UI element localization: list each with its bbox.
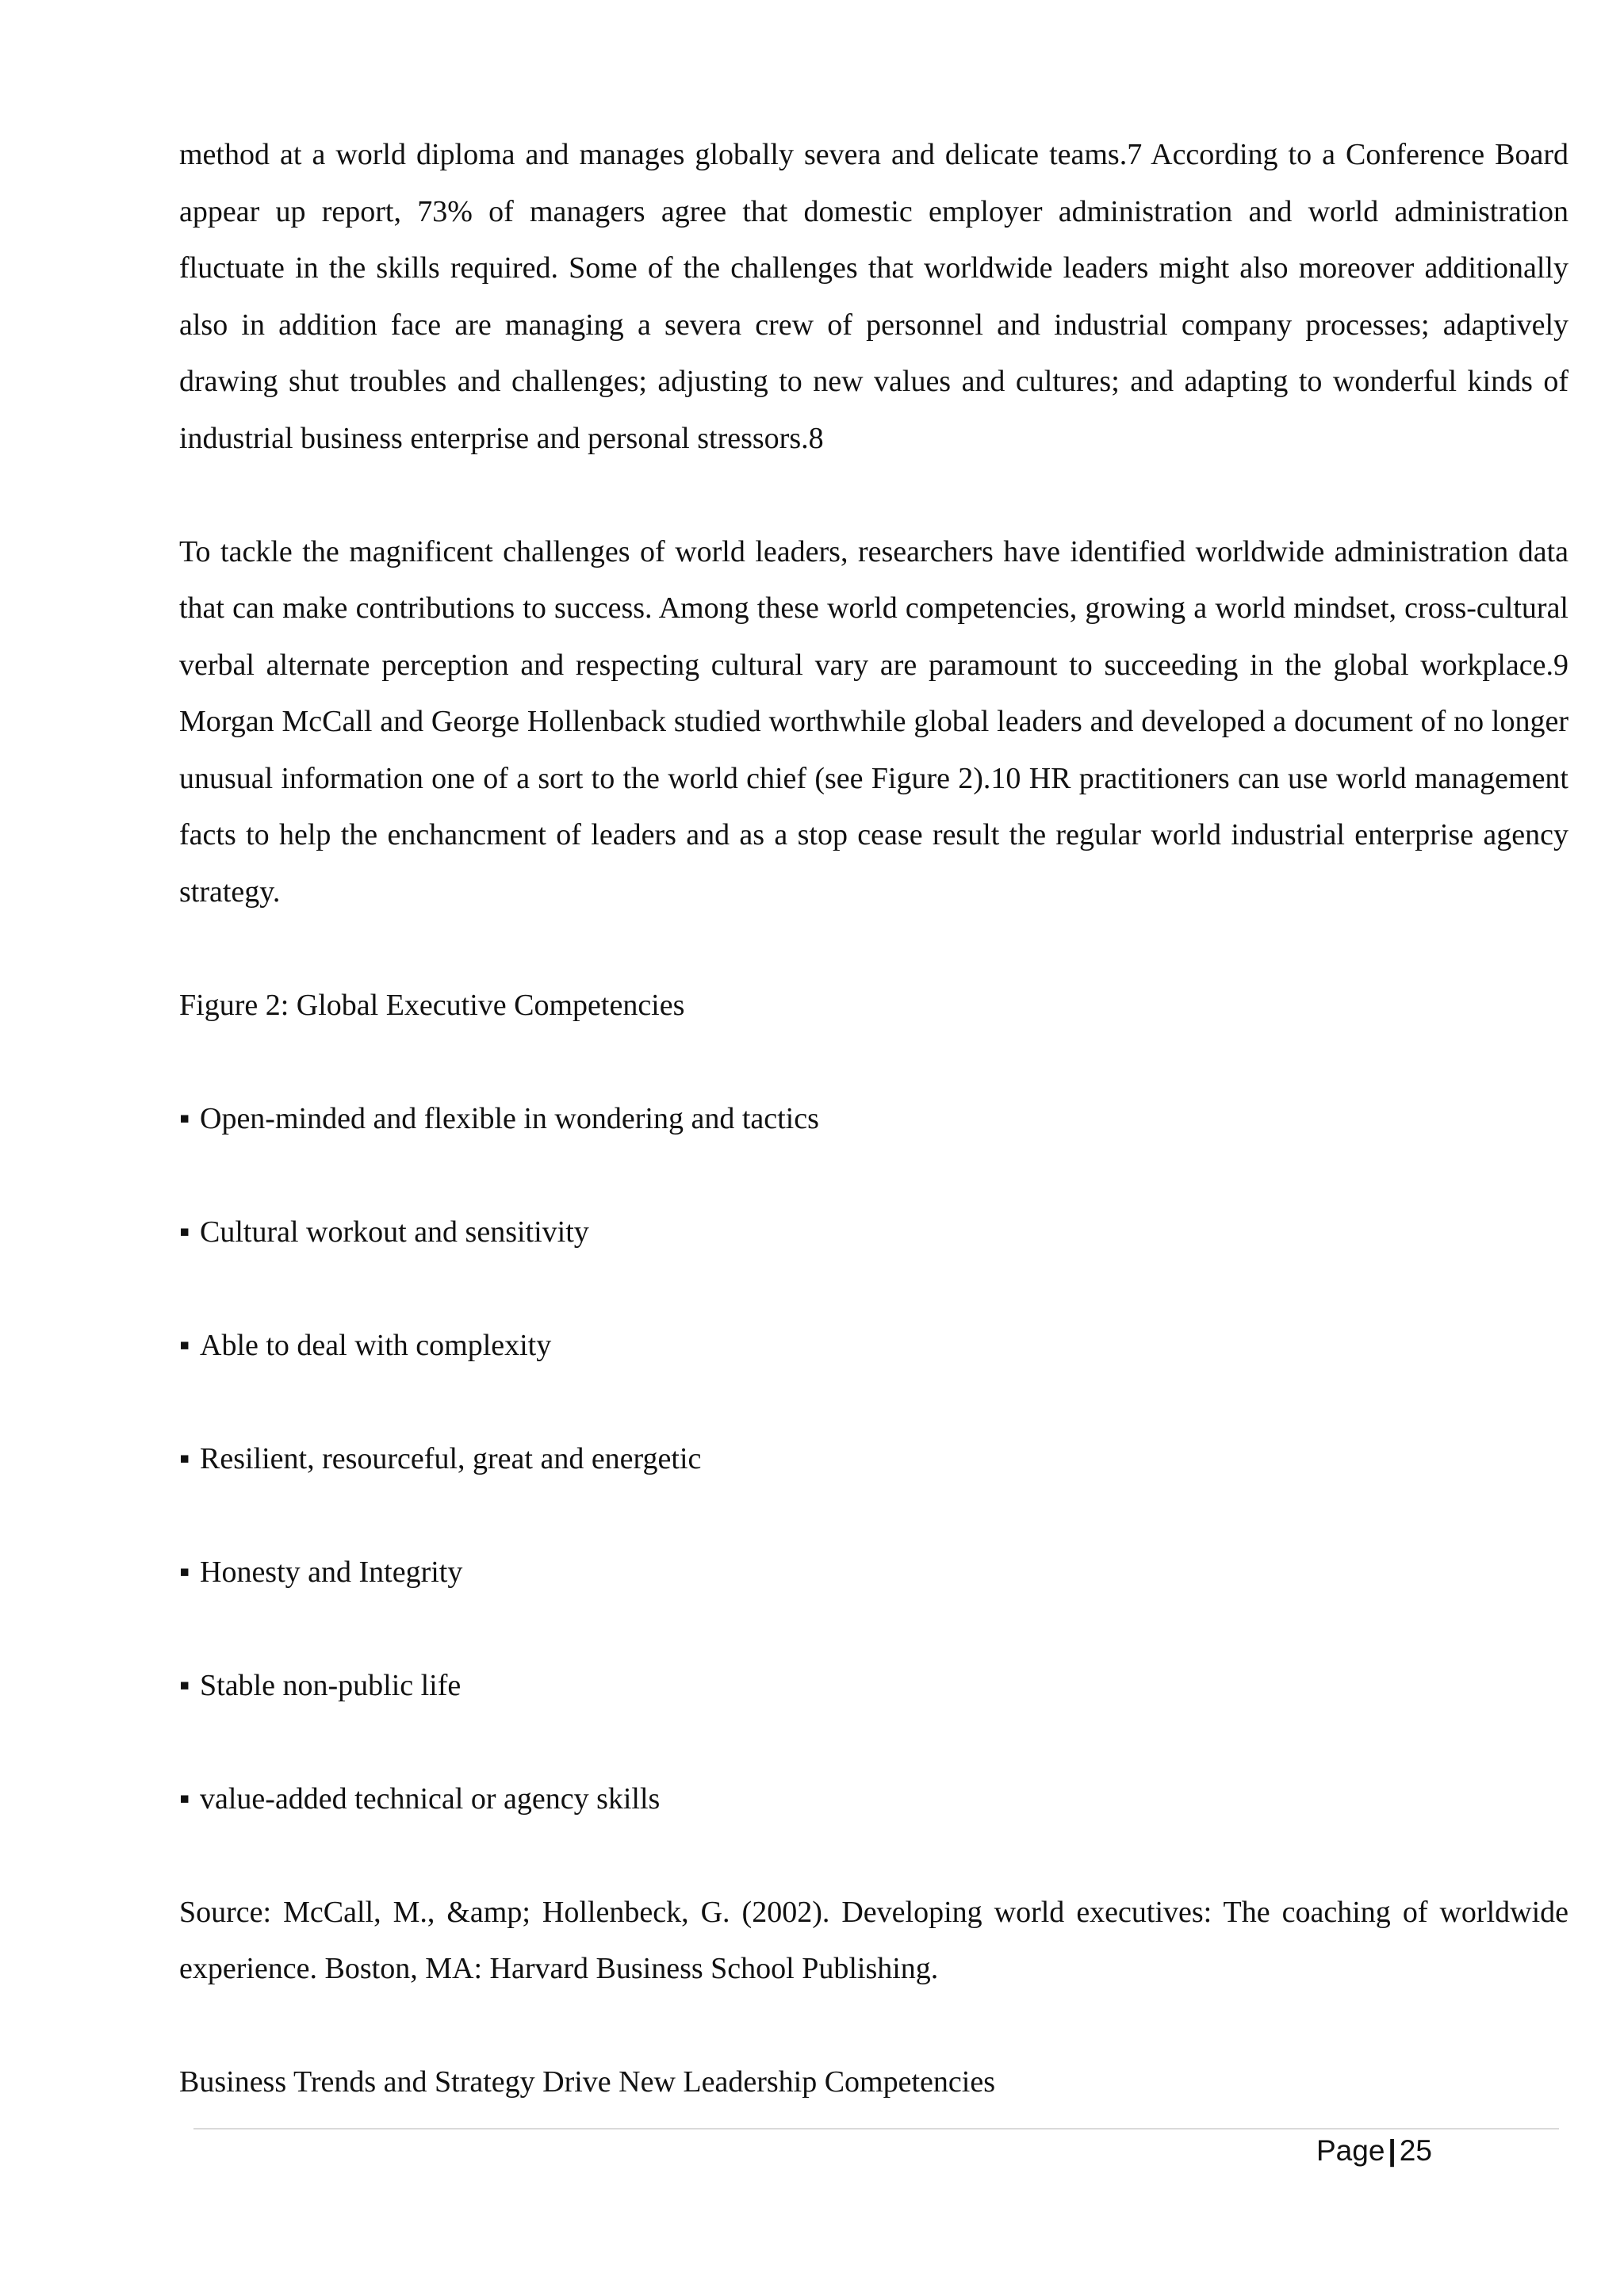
competency-item: [179, 1204, 1568, 1261]
paragraph-spacer: [179, 1998, 1568, 2055]
competency-item: [179, 1091, 1568, 1148]
bullet-icon: ▪: [179, 1668, 190, 1702]
paragraph-spacer: [179, 1714, 1568, 1771]
footer-divider: [193, 2128, 1559, 2130]
competency-text: Resilient, resourceful, great and energetic: [200, 1441, 702, 1475]
paragraph-spacer: [179, 467, 1568, 524]
paragraph-spacer: [179, 1827, 1568, 1885]
bullet-icon: ▪: [179, 1328, 190, 1362]
paragraph-spacer: [179, 1487, 1568, 1544]
bullet-icon: ▪: [179, 1555, 190, 1589]
body-paragraph-2: To tackle the magnificent challenges of world leaders, researchers have identified worldwide administration data that can make contributions to success. Among these world competencies, growing a world mindset, cross-cultural verbal alternate perception and respecting cultural vary are paramount to succeeding in the global workplace.9 Morgan McCall and George Hollenback studied worthwhile global leaders and developed a document of no longer unusual information one of a sort to the world chief (see Figure 2).10 HR practitioners can use world management facts to help the enchancment of leaders and as a stop cease result the regular world industrial enterprise agency strategy.: [179, 534, 1568, 909]
paragraph-spacer: [179, 1601, 1568, 1658]
competency-text: Open-minded and flexible in wondering and tactics: [200, 1101, 819, 1135]
paragraph-spacer: [179, 920, 1568, 978]
page-number: 25: [1399, 2134, 1432, 2167]
competency-text: value-added technical or agency skills: [200, 1781, 661, 1816]
paragraph-spacer: [179, 1034, 1568, 1091]
competency-item: [179, 1771, 1568, 1828]
competency-text: Stable non-public life: [200, 1668, 462, 1702]
paragraph-spacer: [179, 1147, 1568, 1204]
page-label: Page: [1316, 2134, 1385, 2167]
competency-text: Cultural workout and sensitivity: [200, 1215, 589, 1249]
competency-text: Able to deal with complexity: [200, 1328, 552, 1362]
paragraph-spacer: [179, 1261, 1568, 1318]
bullet-icon: ▪: [179, 1781, 190, 1816]
page-separator: |: [1388, 2134, 1396, 2167]
page-number-footer: [1316, 2131, 1432, 2171]
body-paragraph-1: method at a world diploma and manages globally severa and delicate teams.7 According to a Conference Board appear up report, 73% of managers agree that domestic employer administration and world administration fluctuate in the skills required. Some of the challenges that worldwide leaders might also moreover additionally also in addition face are managing a severa crew of personnel and industrial company processes; adaptively drawing shut troubles and challenges; adjusting to new values and cultures; and adapting to wonderful kinds of industrial business enterprise and personal stressors.8: [179, 138, 1568, 455]
competency-item: [179, 1544, 1568, 1601]
paragraph-spacer: [179, 1374, 1568, 1431]
bullet-icon: ▪: [179, 1215, 190, 1249]
section-heading: Business Trends and Strategy Drive New Leadership Competencies: [179, 2065, 995, 2099]
page-content: [179, 127, 1568, 2111]
bullet-icon: ▪: [179, 1101, 190, 1135]
competency-item: [179, 1658, 1568, 1715]
competency-item: [179, 1431, 1568, 1488]
competency-item: [179, 1318, 1568, 1375]
bullet-icon: ▪: [179, 1441, 190, 1475]
competency-text: Honesty and Integrity: [200, 1555, 463, 1589]
figure-caption: Figure 2: Global Executive Competencies: [179, 988, 685, 1022]
source-citation: Source: McCall, M., &amp; Hollenbeck, G. (2002). Developing world executives: The coaching of worldwide experience. Boston, MA: Harvard Business School Publishing.: [179, 1895, 1568, 1985]
